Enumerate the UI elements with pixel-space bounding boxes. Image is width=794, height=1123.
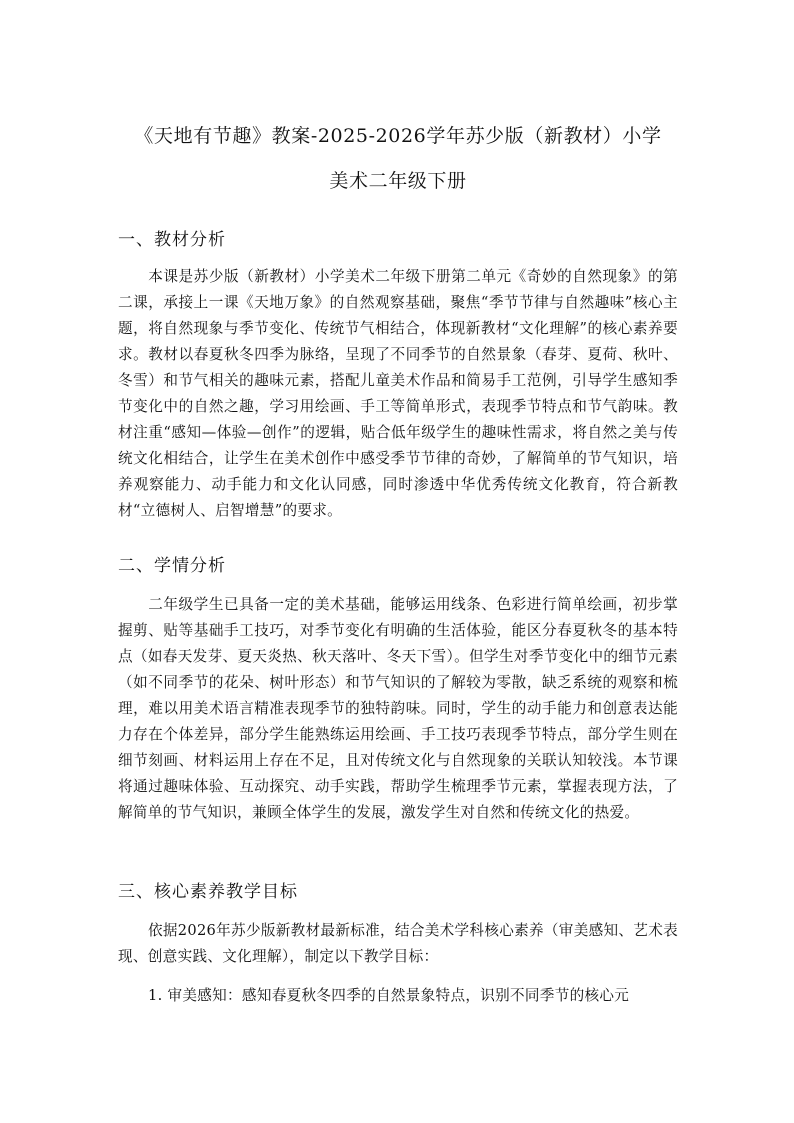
section-heading-textbook-analysis: 一、教材分析: [118, 230, 226, 250]
goal-list-item: [118, 983, 678, 1009]
document-title-line2: 美术二年级下册: [329, 170, 467, 192]
section-heading-student-analysis: 二、学情分析: [118, 556, 226, 576]
section-body-text: 本课是苏少版（新教材）小学美术二年级下册第二单元《奇妙的自然现象》的第二课，承接上一课《天地万象》的自然观察基础，聚焦“季节节律与自然趣味”核心主题，将自然现象与季节变化、传统节气相结合，体现新教材“文化理解”的核心素养要求。教材以春夏秋冬四季为脉络，呈现了不同季节的自然景象（春芽、夏荷、秋叶、冬雪）和节气相关的趣味元素，搭配儿童美术作品和简易手工范例，引导学生感知季节变化中的自然之趣，学习用绘画、手工等简单形式，表现季节特点和节气韵味。教材注重“感知—体验—创作”的逻辑，贴合低年级学生的趣味性需求，将自然之美与传统文化相结合，让学生在美术创作中感受季节节律的奇妙，了解简单的节气知识，培养观察能力、动手能力和文化认同感，同时渗透中华优秀传统文化教育，符合新教材“立德树人、启智增慧”的要求。: [118, 268, 678, 519]
document-title-line1: 《天地有节趣》教案-2025-2026学年苏少版（新教材）小学: [134, 125, 662, 147]
section-body-text: 二年级学生已具备一定的美术基础，能够运用线条、色彩进行简单绘画，初步掌握剪、贴等基础手工技巧，对季节变化有明确的生活体验，能区分春夏秋冬的基本特点（如春天发芽、夏天炎热、秋天落叶、冬天下雪）。但学生对季节变化中的细节元素（如不同季节的花朵、树叶形态）和节气知识的了解较为零散，缺乏系统的观察和梳理，难以用美术语言精准表现季节的独特韵味。同时，学生的动手能力和创意表达能力存在个体差异，部分学生能熟练运用绘画、手工技巧表现季节特点，部分学生则在细节刻画、材料运用上存在不足，且对传统文化与自然现象的关联认知较浅。本节课将通过趣味体验、互动探究、动手实践，帮助学生梳理季节元素，掌握表现方法，了解简单的节气知识，兼顾全体学生的发展，激发学生对自然和传统文化的热爱。: [118, 596, 678, 821]
section-heading-teaching-goals: 三、核心素养教学目标: [118, 882, 298, 902]
section-body-textbook-analysis: [118, 264, 678, 524]
section-body-teaching-goals: [118, 918, 678, 970]
section-body-text: 依据2026年苏少版新教材最新标准，结合美术学科核心素养（审美感知、艺术表现、创意实践、文化理解），制定以下教学目标：: [118, 922, 678, 965]
section-body-student-analysis: [118, 592, 678, 826]
goal-list-item-text: 1. 审美感知：感知春夏秋冬四季的自然景象特点，识别不同季节的核心元: [148, 987, 630, 1004]
